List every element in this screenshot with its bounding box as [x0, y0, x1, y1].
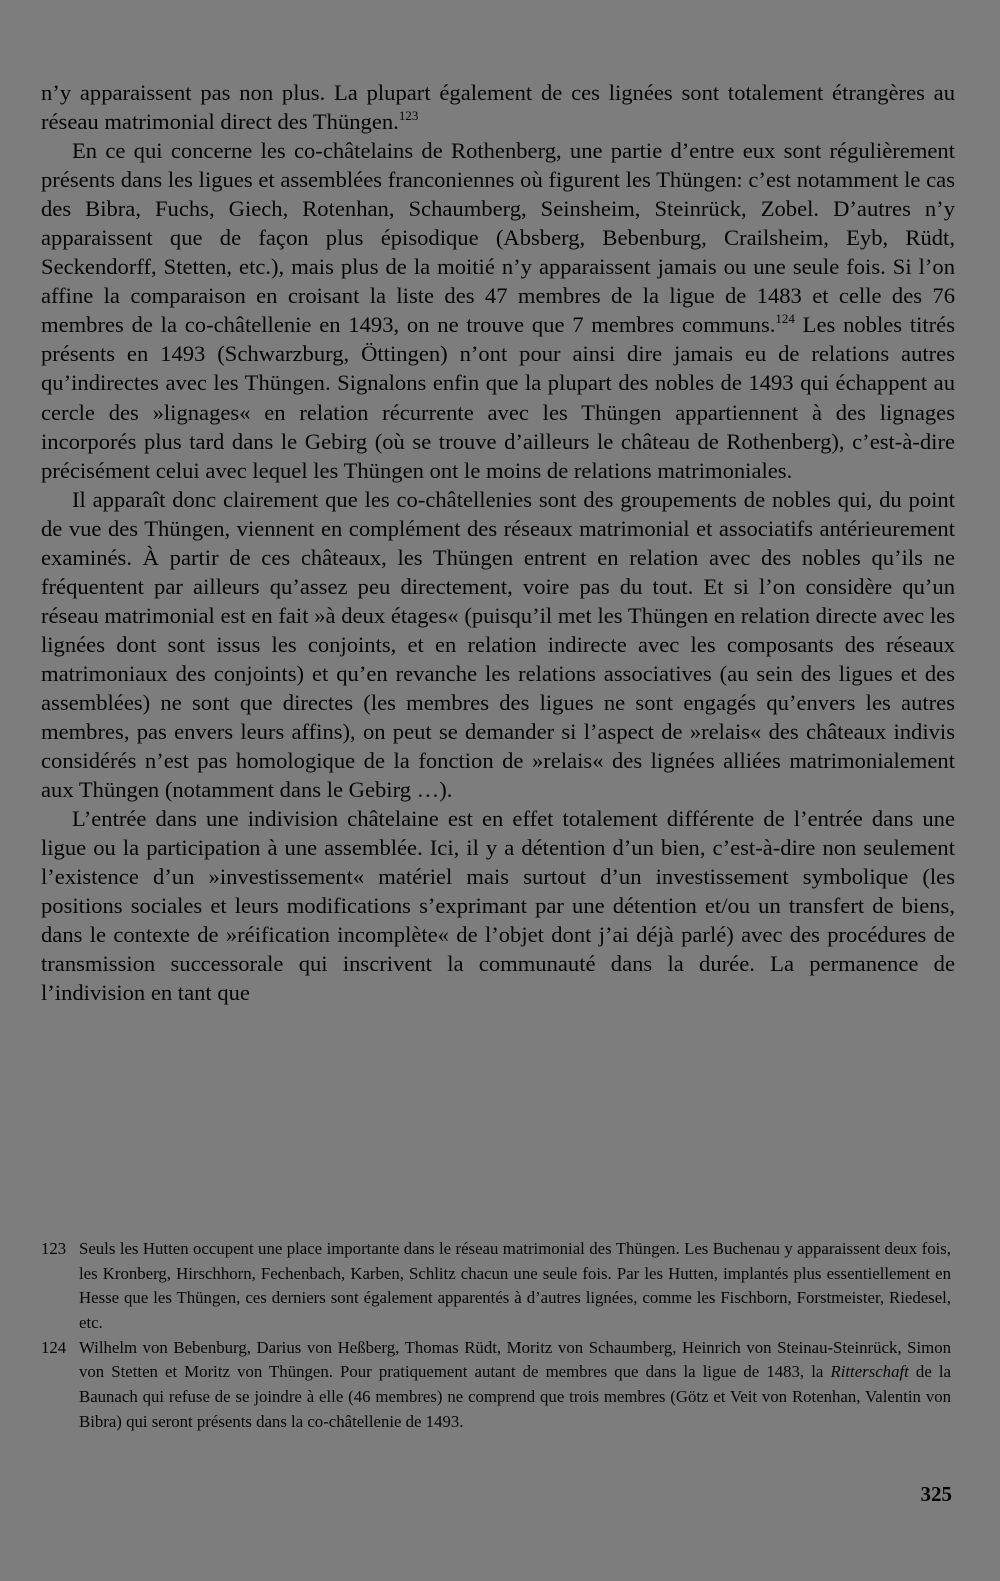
page-body — [41, 78, 955, 1008]
footnote-text: Seuls les Hutten occupent une place importante dans le réseau matrimonial des Thüngen. Les Buchenau y apparaissent deux fois, les Kronberg, Hirschhorn, Fechenbach, Karben, Schlitz chacun une seule fois. Par les Hutten, implantés plus essentiellement en Hesse que les Thüngen, ces derniers sont également apparentés à d’autres lignées, comme les Fischborn, Forstmeister, Riedesel, etc. — [79, 1239, 951, 1332]
footnotes — [41, 1237, 951, 1435]
paragraph-2-text-after-note: Les nobles titrés présents en 1493 (Schwarzburg, Öttingen) n’ont pour ainsi dire jamais eu de relations autres qu’indirectes avec les Thüngen. Signalons enfin que la plupart des nobles de 1493 qui échappent au cercle des »lignages« en relation récurrente avec les Thüngen appartiennent à des lignages incorporés plus tard dans le Gebirg (où se trouve d’ailleurs le château de Rothenberg), c’est-à-dire précisément celui avec lequel les Thüngen ont le moins de relations matrimoniales. — [41, 312, 955, 483]
paragraph-1-text: n’y apparaissent pas non plus. La plupart également de ces lignées sont totalement étrangères au réseau matrimonial direct des Thüngen. — [41, 80, 955, 135]
footnote-124 — [41, 1336, 951, 1434]
footnote-ref-123[interactable]: 123 — [398, 108, 419, 124]
page-number: 325 — [920, 1482, 952, 1506]
footnote-123 — [41, 1237, 951, 1335]
main-text — [41, 78, 955, 1008]
paragraph-2-text-before-note: En ce qui concerne les co-châtelains de Rothenberg, une partie d’entre eux sont régulièrement présents dans les ligues et assemblées franconiennes où figurent les Thüngen: c’est notamment le cas des Bibra, Fuchs, Giech, Rotenhan, Schaumberg, Seinsheim, Steinrück, Zobel. D’autres n’y apparaissent que de façon plus épisodique (Absberg, Bebenburg, Crailsheim, Eyb, Rüdt, Seckendorff, Stetten, etc.), mais plus de la moitié n’y apparaissent jamais ou une seule fois. Si l’on affine la comparaison en croisant la liste des 47 membres de la ligue de 1483 et celle des 76 membres de la co-châtellenie en 1493, on ne trouve que 7 membres communs. — [41, 138, 955, 338]
footnote-text-before-italic: Wilhelm von Bebenburg, Darius von Heßberg, Thomas Rüdt, Moritz von Schaumberg, Heinrich von Steinau-Steinrück, Simon von Stetten et Moritz von Thüngen. Pour pratiquement autant de membres que dans la ligue de 1483, la — [79, 1337, 951, 1382]
paragraph-4: L’entrée dans une indivision châtelaine est en effet totalement différente de l’entrée dans une ligue ou la participation à une assemblée. Ici, il y a détention d’un bien, c’est-à-dire non seulement l’existence d’un »investissement« matériel mais surtout d’un investissement symbolique (les positions sociales et leurs modifications s’exprimant par une détention et/ou un transfert de biens, dans le contexte de »réification incomplète« de l’objet dont j’ai déjà parlé) avec des procédures de transmission successorale qui inscrivent la communauté dans la durée. La permanence de l’indivision en tant que — [41, 806, 955, 1006]
paragraph-2 — [41, 136, 955, 485]
footnote-italic-term: Ritterschaft — [830, 1362, 909, 1382]
footnote-text — [79, 1336, 951, 1434]
footnote-number: 124 — [41, 1337, 67, 1357]
footnote-text-after-italic: de la Baunach qui refuse de se joindre à elle (46 membres) ne comprend que trois membres (Götz et Veit von Rotenhan, Valentin von Bibra) qui seront présents dans la co-châtellenie de 1493. — [79, 1362, 951, 1431]
footnote-number: 123 — [41, 1239, 67, 1258]
paragraph-1 — [41, 78, 955, 136]
paragraph-3: Il apparaît donc clairement que les co-châtellenies sont des groupements de nobles qui, du point de vue des Thüngen, viennent en complément des réseaux matrimonial et associatifs antérieurement examinés. À partir de ces châteaux, les Thüngen entrent en relation avec des nobles qu’ils ne fréquentent par ailleurs qu’assez peu directement, voire pas du tout. Et si l’on considère qu’un réseau matrimonial est en fait »à deux étages« (puisqu’il met les Thüngen en relation directe avec les lignées dont sont issus les conjoints, et en relation indirecte avec les composants des réseaux matrimoniaux des conjoints) et qu’en revanche les relations associatives (au sein des ligues et des assemblées) ne sont que directes (les membres des ligues ne sont engagés qu’envers les autres membres, pas envers leurs affins), on peut se demander si l’aspect de »relais« des châteaux indivis considérés n’est pas homologique de la fonction de »relais« des lignées alliées matrimonialement aux Thüngen (notamment dans le Gebirg …). — [41, 486, 955, 803]
footnote-ref-124[interactable]: 124 — [775, 311, 795, 327]
